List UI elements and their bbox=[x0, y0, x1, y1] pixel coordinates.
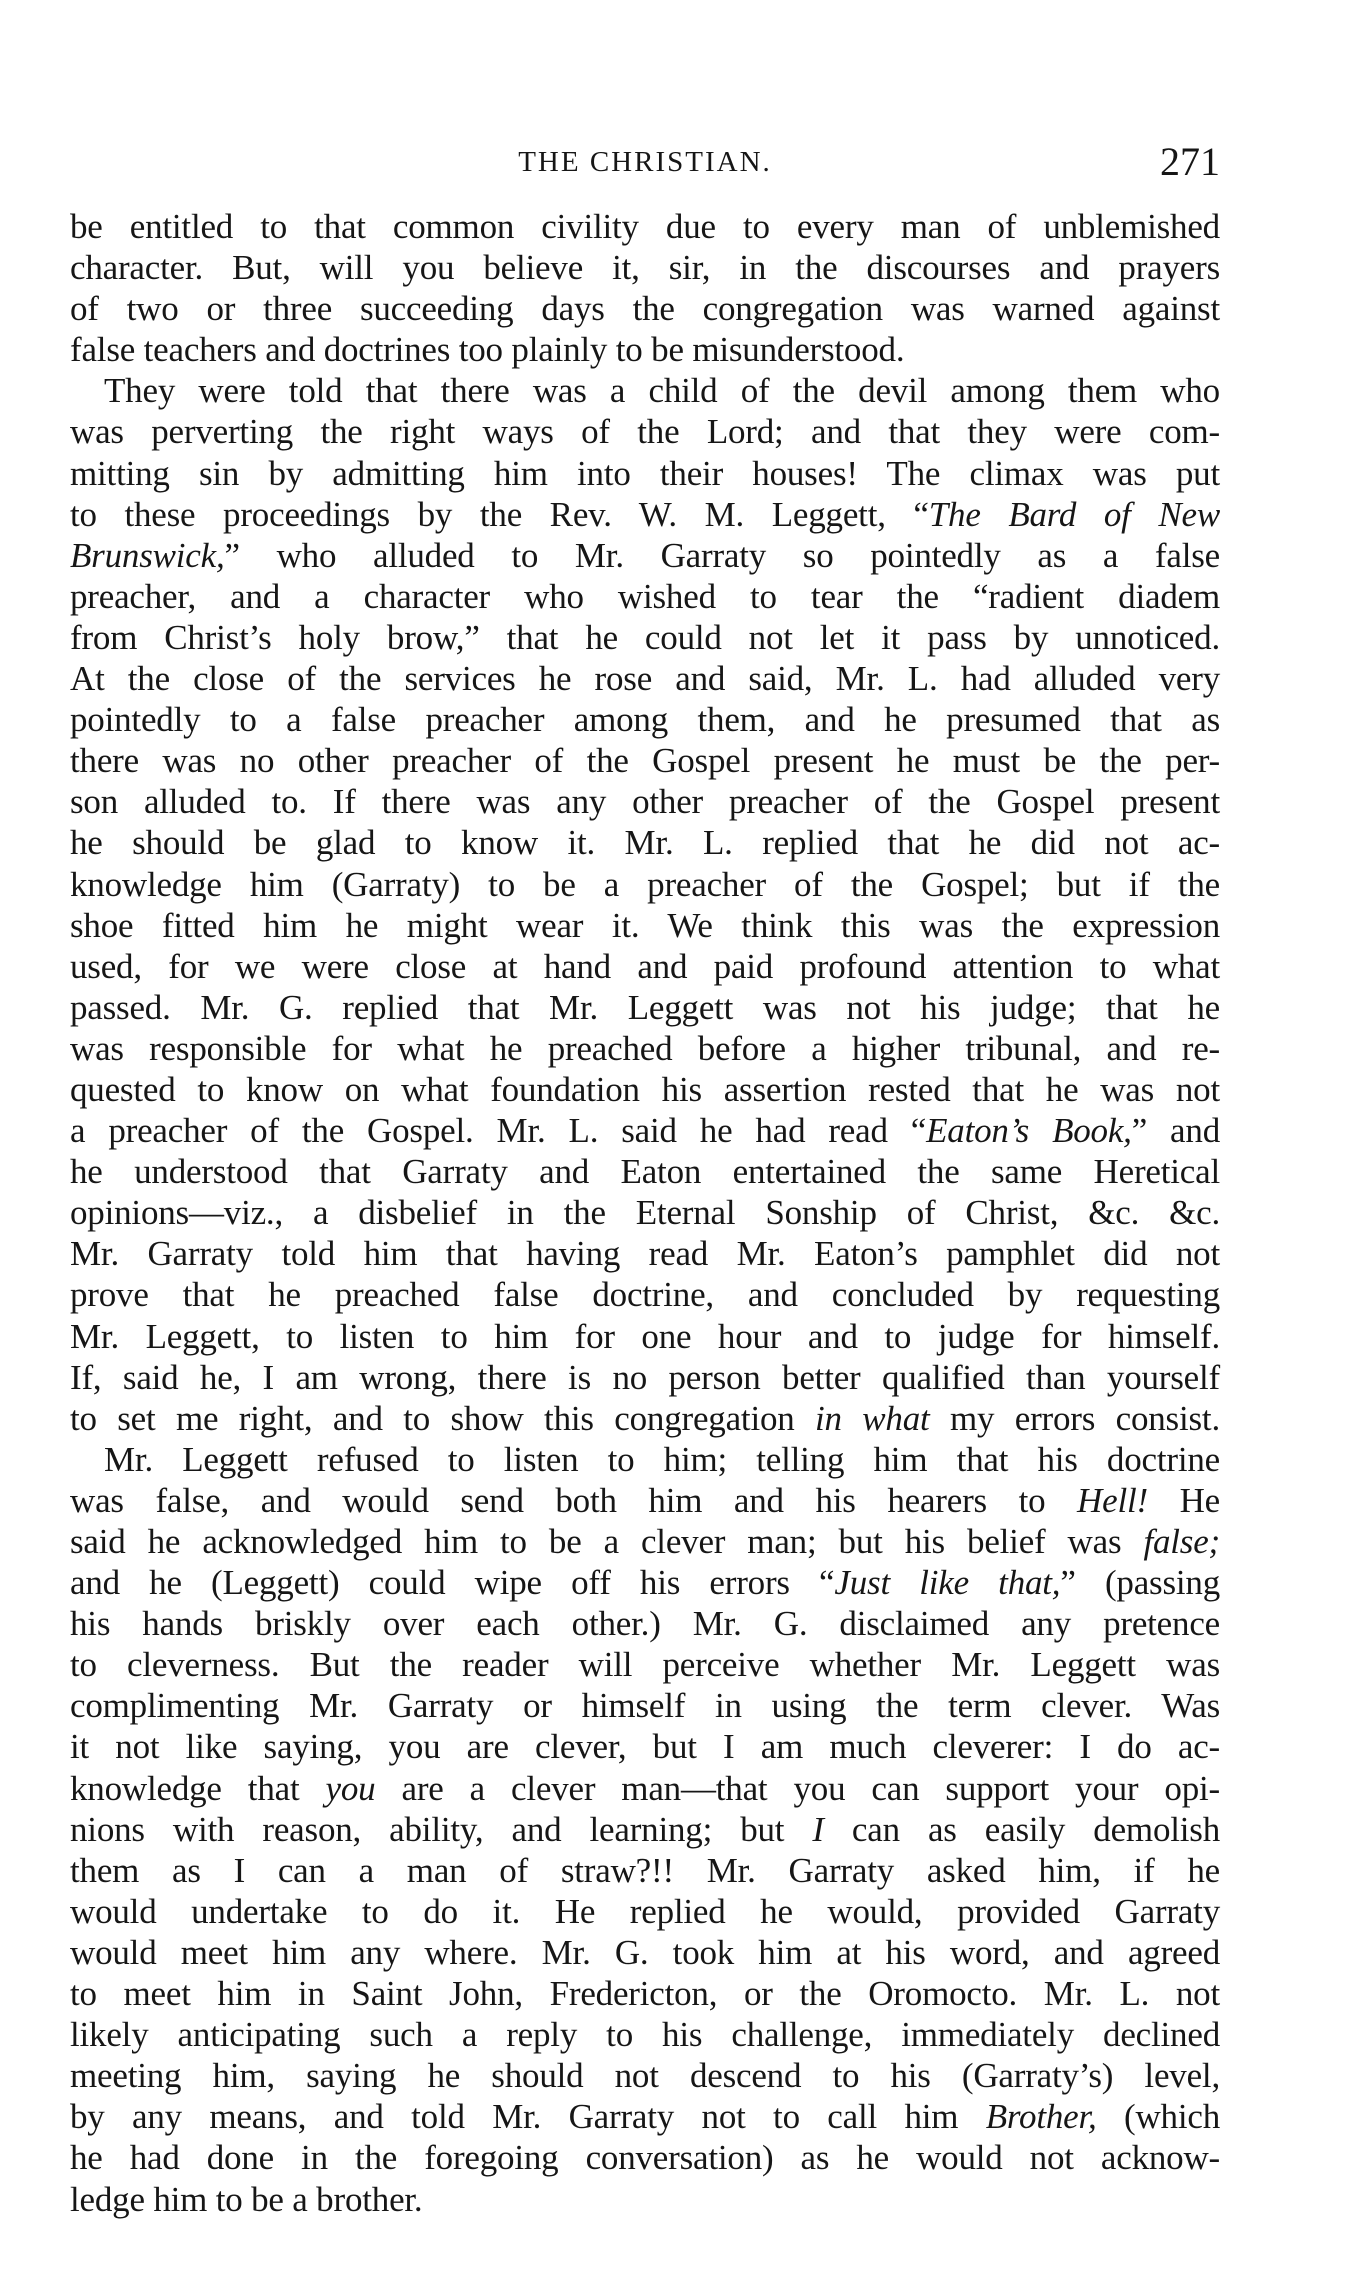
text-line bbox=[70, 1809, 1220, 1850]
text-line bbox=[70, 987, 1220, 1028]
text-run: said he acknowledged him to be a clever man; but his belief was bbox=[70, 1522, 1144, 1561]
text-run: son alluded to. If there was any other preacher of the Gospel present bbox=[70, 782, 1220, 822]
text-line bbox=[70, 2179, 1220, 2220]
text-line bbox=[70, 781, 1220, 822]
text-run: If, said he, I am wrong, there is no person better qualified than yourself bbox=[70, 1357, 1220, 1397]
italic-text: Just like that, bbox=[834, 1563, 1061, 1603]
text-run: to these proceedings by the Rev. W. M. Leggett, “ bbox=[70, 494, 929, 534]
text-run: there was no other preacher of the Gospel present he must be the per- bbox=[70, 741, 1220, 781]
text-line bbox=[70, 1603, 1220, 1644]
text-run: my errors consist. bbox=[929, 1398, 1221, 1438]
italic-text: Brunswick, bbox=[70, 535, 225, 575]
text-line bbox=[70, 617, 1220, 658]
text-line bbox=[70, 206, 1220, 247]
text-run: are a clever man—that you can support your opi- bbox=[375, 1768, 1220, 1808]
text-run: of two or three succeeding days the congregation was warned against bbox=[70, 289, 1220, 329]
text-run: to cleverness. But the reader will perceive whether Mr. Leggett was bbox=[70, 1645, 1220, 1685]
text-run: to meet him in Saint John, Fredericton, or the Oromocto. Mr. L. not bbox=[70, 1974, 1220, 2014]
text-line bbox=[70, 453, 1220, 494]
text-run: he understood that Garraty and Eaton entertained the same Heretical bbox=[70, 1152, 1220, 1192]
text-line bbox=[70, 1439, 1220, 1480]
text-line bbox=[70, 1562, 1220, 1603]
text-line bbox=[70, 2096, 1220, 2137]
text-run: it not like saying, you are clever, but I am much cleverer: I do ac- bbox=[70, 1727, 1220, 1767]
italic-text: Hell! bbox=[1077, 1480, 1148, 1520]
text-line bbox=[70, 576, 1220, 617]
italic-text: you bbox=[325, 1768, 376, 1808]
text-line bbox=[70, 288, 1220, 329]
text-line bbox=[70, 1932, 1220, 1973]
text-run: mitting sin by admitting him into their houses! The climax was put bbox=[70, 453, 1220, 493]
text-run: can as easily demolish bbox=[823, 1809, 1221, 1849]
text-run: to set me right, and to show this congregation bbox=[70, 1398, 816, 1438]
text-line bbox=[70, 1644, 1220, 1685]
text-run: he should be glad to know it. Mr. L. replied that he did not ac- bbox=[70, 823, 1220, 863]
text-run: a preacher of the Gospel. Mr. L. said he had read “ bbox=[70, 1111, 927, 1151]
text-line bbox=[70, 946, 1220, 987]
text-line bbox=[70, 740, 1220, 781]
running-head bbox=[70, 139, 1220, 184]
book-page bbox=[70, 0, 1260, 2291]
text-run: nions with reason, ability, and learning; but bbox=[70, 1809, 813, 1849]
italic-text: Eaton’s Book, bbox=[926, 1111, 1132, 1151]
text-line bbox=[70, 1357, 1220, 1398]
text-line bbox=[70, 411, 1220, 452]
text-run: opinions—viz., a disbelief in the Eternal Sonship of Christ, &c. &c. bbox=[70, 1193, 1220, 1233]
text-run: from Christ’s holy brow,” that he could not let it pass by unnoticed. bbox=[70, 617, 1220, 657]
text-line bbox=[70, 1233, 1220, 1274]
text-line bbox=[70, 864, 1220, 905]
text-line bbox=[70, 2137, 1220, 2178]
text-line bbox=[70, 905, 1220, 946]
text-run: pointedly to a false preacher among them, and he presumed that as bbox=[70, 700, 1220, 740]
text-line bbox=[70, 2014, 1220, 2055]
text-run: likely anticipating such a reply to his challenge, immediately declined bbox=[70, 2015, 1220, 2055]
text-line bbox=[70, 535, 1220, 576]
text-line bbox=[70, 1151, 1220, 1192]
text-run: character. But, will you believe it, sir, in the discourses and prayers bbox=[70, 248, 1220, 288]
italic-text: in what bbox=[815, 1398, 930, 1438]
text-line bbox=[70, 1192, 1220, 1233]
page-number: 271 bbox=[1160, 139, 1220, 184]
text-run: his hands briskly over each other.) Mr. G. disclaimed any pretence bbox=[70, 1604, 1220, 1644]
text-run: complimenting Mr. Garraty or himself in using the term clever. Was bbox=[70, 1686, 1220, 1726]
text-line bbox=[70, 1069, 1220, 1110]
text-run: (which bbox=[1096, 2097, 1220, 2137]
text-line bbox=[70, 1768, 1220, 1809]
text-line bbox=[70, 247, 1220, 288]
text-run: used, for we were close at hand and paid profound attention to what bbox=[70, 946, 1220, 986]
text-line bbox=[70, 1028, 1220, 1069]
text-line bbox=[70, 1110, 1220, 1151]
text-line bbox=[70, 1521, 1220, 1562]
text-run: knowledge him (Garraty) to be a preacher of the Gospel; but if the bbox=[70, 864, 1220, 904]
italic-text: false; bbox=[1143, 1522, 1220, 1561]
text-line bbox=[70, 1316, 1220, 1357]
text-run: passed. Mr. G. replied that Mr. Leggett was not his judge; that he bbox=[70, 987, 1220, 1027]
text-line bbox=[70, 494, 1220, 535]
text-run: Mr. Leggett, to listen to him for one hour and to judge for himself. bbox=[70, 1316, 1220, 1356]
text-line bbox=[70, 1398, 1220, 1439]
text-run: They were told that there was a child of the devil among them who bbox=[104, 371, 1220, 411]
italic-text: Brother, bbox=[985, 2097, 1097, 2137]
text-run: ” who alluded to Mr. Garraty so pointedly as a false bbox=[224, 535, 1220, 575]
text-line bbox=[70, 1480, 1220, 1521]
text-run: ” (passing bbox=[1060, 1563, 1220, 1603]
text-run: knowledge that bbox=[70, 1768, 326, 1808]
text-run: shoe fitted him he might wear it. We think this was the expression bbox=[70, 905, 1220, 945]
text-run: ledge him to be a brother. bbox=[70, 2179, 423, 2219]
text-line bbox=[70, 1685, 1220, 1726]
text-line bbox=[70, 1726, 1220, 1767]
text-run: Mr. Garraty told him that having read Mr. Eaton’s pamphlet did not bbox=[70, 1234, 1220, 1274]
text-run: would meet him any where. Mr. G. took him at his word, and agreed bbox=[70, 1932, 1220, 1972]
text-run: was perverting the right ways of the Lord; and that they were com- bbox=[70, 412, 1220, 452]
text-line bbox=[70, 822, 1220, 863]
text-run: meeting him, saying he should not descend to his (Garraty’s) level, bbox=[70, 2056, 1220, 2096]
text-run: preacher, and a character who wished to tear the “radient diadem bbox=[70, 576, 1220, 616]
text-line bbox=[70, 1891, 1220, 1932]
text-run: them as I can a man of straw?!! Mr. Garraty asked him, if he bbox=[70, 1850, 1220, 1890]
text-line bbox=[70, 1850, 1220, 1891]
text-line bbox=[70, 699, 1220, 740]
text-run: be entitled to that common civility due to every man of unblemished bbox=[70, 207, 1220, 246]
text-line bbox=[70, 658, 1220, 699]
italic-text: The Bard of New bbox=[928, 494, 1220, 534]
text-run: prove that he preached false doctrine, and concluded by requesting bbox=[70, 1275, 1220, 1315]
text-run: quested to know on what foundation his assertion rested that he was not bbox=[70, 1069, 1220, 1109]
text-run: he had done in the foregoing conversation) as he would not acknow- bbox=[70, 2138, 1220, 2178]
text-run: was false, and would send both him and his hearers to bbox=[70, 1480, 1078, 1520]
text-run: ” and bbox=[1131, 1111, 1220, 1151]
text-run: was responsible for what he preached before a higher tribunal, and re- bbox=[70, 1028, 1220, 1068]
body-text bbox=[70, 206, 1220, 2220]
text-run: At the close of the services he rose and said, Mr. L. had alluded very bbox=[70, 659, 1220, 699]
text-run: would undertake to do it. He replied he would, provided Garraty bbox=[70, 1891, 1220, 1931]
text-run: Mr. Leggett refused to listen to him; telling him that his doctrine bbox=[104, 1439, 1220, 1479]
text-run: and he (Leggett) could wipe off his errors “ bbox=[70, 1563, 835, 1603]
running-title: THE CHRISTIAN. bbox=[518, 146, 772, 178]
text-run: by any means, and told Mr. Garraty not to call him bbox=[70, 2097, 986, 2137]
text-line bbox=[70, 2055, 1220, 2096]
text-line bbox=[70, 1973, 1220, 2014]
text-line bbox=[70, 329, 1220, 370]
text-run: He bbox=[1147, 1480, 1221, 1520]
text-line bbox=[70, 1274, 1220, 1315]
italic-text: I bbox=[812, 1809, 824, 1849]
text-line bbox=[70, 370, 1220, 411]
text-run: false teachers and doctrines too plainly to be misunderstood. bbox=[70, 330, 905, 370]
